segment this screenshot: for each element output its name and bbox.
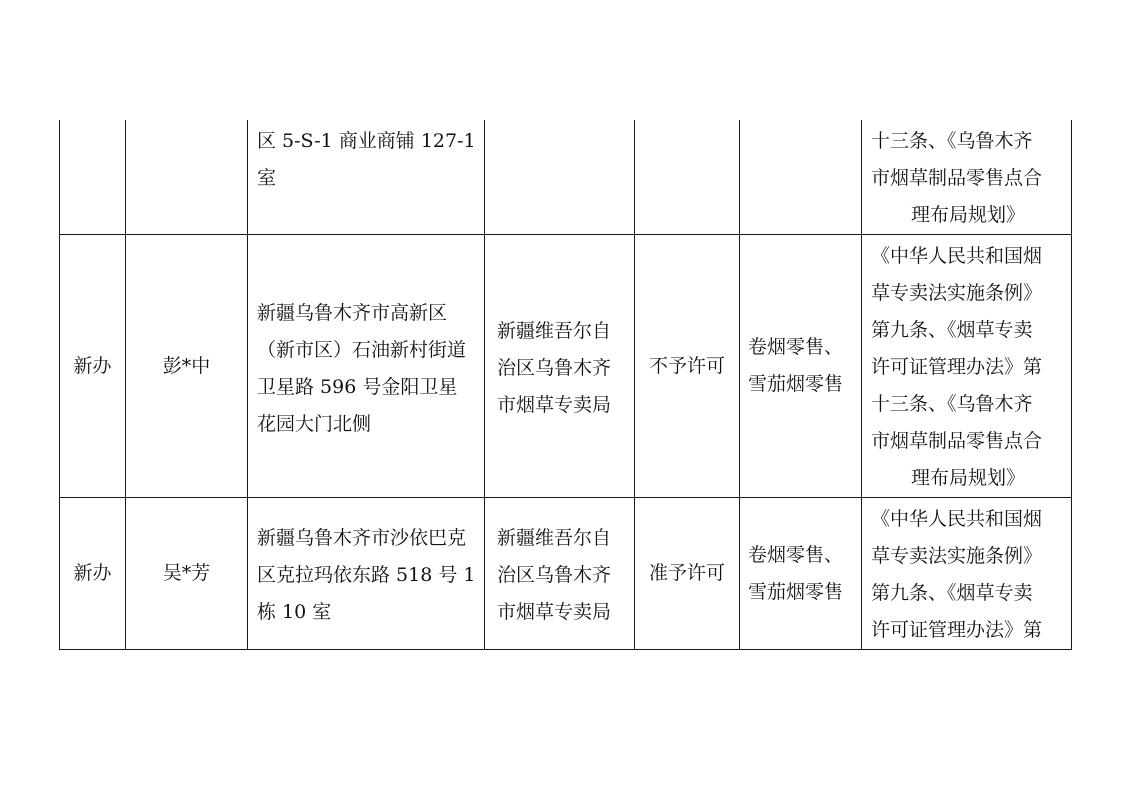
legal-basis-line: 草专卖法实施条例》	[871, 545, 1043, 567]
legal-basis-line: 许可证管理办法》第	[871, 356, 1043, 378]
department-text: 新疆维吾尔自治区乌鲁木齐市烟草专卖局	[497, 527, 612, 623]
application-type-cell: 新办	[60, 498, 126, 650]
decision-cell: 不予许可	[635, 235, 740, 498]
legal-basis-cell	[862, 120, 1072, 235]
department-cell	[485, 498, 635, 650]
legal-basis-line: 《中华人民共和国烟	[871, 245, 1043, 267]
table-row	[60, 120, 1072, 235]
legal-basis-line: 理布局规划》	[910, 204, 1025, 226]
address-cell	[248, 235, 485, 498]
legal-basis-line: 十三条、《乌鲁木齐	[871, 130, 1033, 152]
applicant-name-cell: 吴*芳	[126, 498, 248, 650]
applicant-name-cell	[126, 120, 248, 235]
department-text: 新疆维吾尔自治区乌鲁木齐市烟草专卖局	[497, 320, 612, 416]
decision-cell: 准予许可	[635, 498, 740, 650]
scope-cell	[740, 235, 862, 498]
legal-basis-line: 许可证管理办法》第	[871, 619, 1043, 641]
table-row	[60, 498, 1072, 650]
legal-basis-text	[871, 238, 1065, 497]
address-text: 区 5-S-1 商业商铺 127-1 室	[257, 130, 476, 189]
legal-basis-line: 理布局规划》	[910, 467, 1025, 489]
decision-cell	[635, 120, 740, 235]
address-text: 新疆乌鲁木齐市沙依巴克区克拉玛依东路 518 号 1 栋 10 室	[257, 527, 476, 623]
application-type-cell: 新办	[60, 235, 126, 498]
department-cell	[485, 235, 635, 498]
address-text: 新疆乌鲁木齐市高新区（新市区）石油新村街道卫星路 596 号金阳卫星花园大门北侧	[257, 302, 467, 435]
scope-cell	[740, 498, 862, 650]
application-type-cell	[60, 120, 126, 235]
legal-basis-line: 《中华人民共和国烟	[871, 508, 1043, 530]
scope-text: 卷烟零售、雪茄烟零售	[748, 543, 844, 603]
legal-basis-line: 市烟草制品零售点合	[871, 167, 1043, 189]
legal-basis-line: 第九条、《烟草专卖	[871, 319, 1033, 341]
address-cell	[248, 120, 485, 235]
legal-basis-text	[871, 501, 1065, 649]
legal-basis-line: 十三条、《乌鲁木齐	[871, 393, 1033, 415]
applicant-name-cell: 彭*中	[126, 235, 248, 498]
legal-basis-cell	[862, 498, 1072, 650]
license-table	[59, 120, 1072, 650]
legal-basis-text	[871, 123, 1065, 234]
legal-basis-line: 市烟草制品零售点合	[871, 430, 1043, 452]
legal-basis-line: 第九条、《烟草专卖	[871, 582, 1033, 604]
legal-basis-line: 草专卖法实施条例》	[871, 282, 1043, 304]
table-row	[60, 235, 1072, 498]
scope-text: 卷烟零售、雪茄烟零售	[748, 336, 844, 395]
scope-cell	[740, 120, 862, 235]
address-cell	[248, 498, 485, 650]
department-cell	[485, 120, 635, 235]
legal-basis-cell	[862, 235, 1072, 498]
